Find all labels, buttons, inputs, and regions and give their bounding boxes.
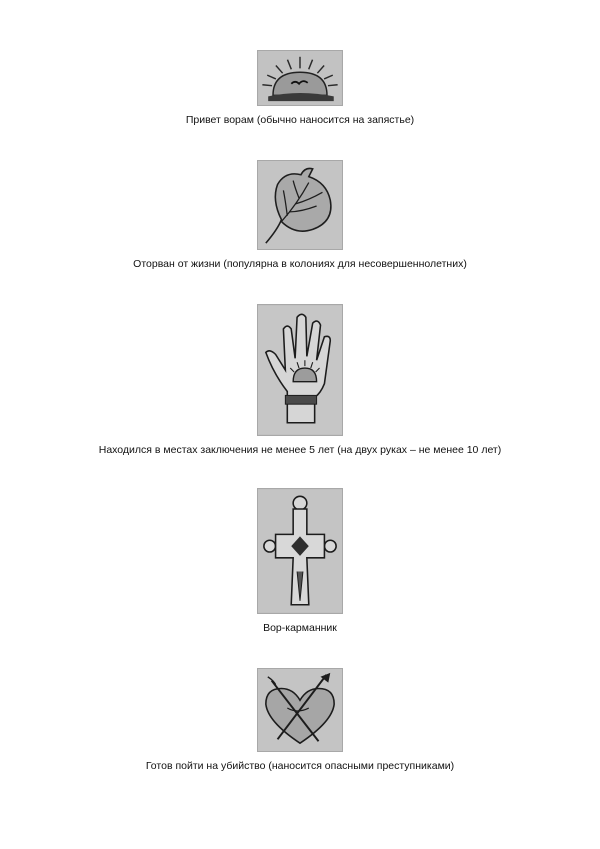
- heart-dagger-tattoo-image: [257, 668, 343, 752]
- figure-caption: Находился в местах заключения не менее 5 лет (на двух руках – не менее 10 лет): [98, 444, 502, 456]
- figure-caption: Привет ворам (обычно наносится на запястье): [185, 114, 415, 126]
- sunrise-tattoo-image: [257, 50, 343, 106]
- figure-caption: Готов пойти на убийство (наносится опасными преступниками): [145, 760, 455, 772]
- figure-caption: Оторван от жизни (популярна в колониях для несовершеннолетних): [133, 258, 467, 270]
- figure-sunrise: [0, 50, 600, 127]
- leaf-tattoo-icon: [258, 161, 342, 249]
- sunrise-tattoo-icon: [258, 51, 342, 105]
- heart-dagger-tattoo-icon: [258, 669, 342, 751]
- hand-sun-tattoo-image: [257, 304, 343, 436]
- figure-cross: [0, 488, 600, 635]
- cross-tattoo-image: [257, 488, 343, 614]
- figure-leaf: [0, 160, 600, 271]
- figure-hand-sun: [0, 304, 600, 457]
- hand-sun-tattoo-icon: [258, 305, 342, 435]
- figure-heart-dagger: [0, 668, 600, 773]
- cross-tattoo-icon: [258, 489, 342, 613]
- figure-caption: Вор-карманник: [263, 622, 337, 634]
- leaf-tattoo-image: [257, 160, 343, 250]
